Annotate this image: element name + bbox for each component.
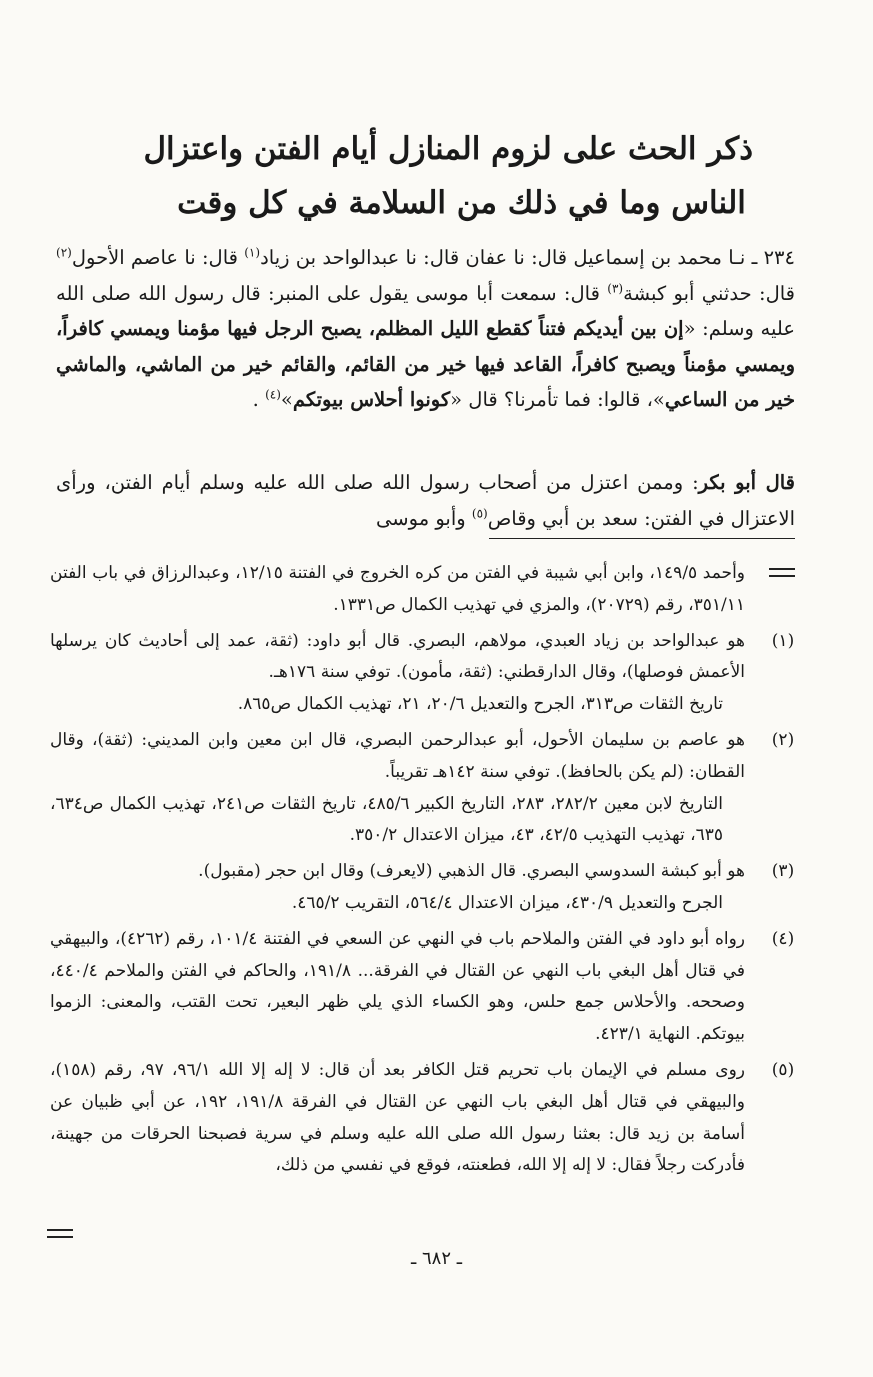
footnotes (50, 558, 803, 1186)
footnote-5 (50, 1055, 803, 1182)
footnote-text: رواه أبو داود في الفتن والملاحم باب في النهي عن السعي في الفتنة ١٠١/٤، رقم (٤٢٦٢)، والبيهقي في قتال أهل البغي باب النهي عن القتال في الفرقة... ١٩١/٨، والحاكم في الفتن والملاحم ٤٤٠/٤، وصححه. والأحلاس جمع حلس، وهو الكساء الذي يلي ظهر البعير، تحت القتب، والمعنى: الزموا بيوتكم. النهاية ٤٢٣/١. (50, 928, 746, 1045)
footnote-separator (489, 538, 795, 539)
footnote-text: هو عبدالواحد بن زياد العبدي، مولاهم، البصري. قال أبو داود: (ثقة، عمد إلى أحاديث كان يرسلها الأعمش فوصلها)، وقال الدارقطني: (ثقة، مأمون). توفي سنة ١٧٦هـ. (50, 630, 745, 683)
footnote-number: (١) (771, 630, 795, 651)
commentary-paragraph (56, 465, 795, 536)
hadith-text-bold: إن بين أيديكم فتناً كقطع الليل المظلم، يصبح الرجل فيها مؤمنا ويمسي كافراً، ويمسي مؤمناً ويصبح كافراً، القاعد فيها خير من القائم، والقائم خير من الماشي، والماشي خير من الساعي (56, 317, 795, 411)
footnote-sources: الجرح والتعديل ٤٣٠/٩، ميزان الاعتدال ٥٦٤/٤، التقريب ٤٦٥/٢. (291, 892, 723, 913)
footnote-number: (٢) (771, 729, 795, 750)
hadith-chain-7: . (252, 388, 266, 411)
chapter-title (143, 122, 753, 230)
hadith-chain-4: قال: سمعت أبا موسى يقول على المنبر: قال رسول الله صلى الله عليه وسلم: « (56, 281, 795, 340)
footnote-text: هو أبو كبشة السدوسي البصري. قال الذهبي (لايعرف) وقال ابن حجر (مقبول). (198, 861, 745, 882)
footnote-2 (50, 725, 803, 852)
hadith-paragraph (56, 240, 795, 418)
chapter-title-line-1: ذكر الحث على لزوم المنازل أيام الفتن واعتزال (143, 131, 753, 167)
hadith-chain-5: »، قالوا: فما تأمرنا؟ قال « (450, 388, 665, 411)
continuation-mark (47, 1229, 73, 1238)
chapter-title-line-2: الناس وما في ذلك من السلامة في كل وقت (177, 185, 746, 221)
footnote-ref-4: (٤) (265, 387, 281, 402)
footnote-carryover (50, 558, 803, 622)
hadith-chain: ٢٣٤ ـ نـا محمد بن إسماعيل قال: نا عفان قال: نا عبدالواحد بن زياد (260, 246, 795, 269)
hadith-chain-6: » (280, 388, 293, 411)
footnote-sources: التاريخ لابن معين ٢٨٢/٢، ٢٨٣، التاريخ الكبير ٤٨٥/٦، تاريخ الثقات ص٢٤١، تهذيب الكمال ص٦٣٤، ٦٣٥، تهذيب التهذيب ٤٢/٥، ٤٣، ميزان الاعتدال ٣٥٠/٢. (50, 793, 723, 846)
footnote-text: روى مسلم في الإيمان باب تحريم قتل الكافر بعد أن قال: لا إله إلا الله ٩٦/١، ٩٧، رقم (١٥٨)، والبيهقي في قتال أهل البغي باب النهي عن القتال في الفرقة ١٩١/٨، ١٩٢، عن أبي ظبيان عن أسامة بن زيد قال: بعثنا رسول الله صلى الله عليه وسلم في سرية فصبحنا الحرقات من جهينة، فأدركت رجلاً فقال: لا إله إلا الله، فطعنته، فوقع في نفسي من ذلك، (50, 1059, 746, 1176)
footnote-ref-1: (١) (244, 245, 261, 260)
footnote-carryover-text: وأحمد ١٤٩/٥، وابن أبي شيبة في الفتن من كره الخروج في الفتنة ١٢/١٥، وعبدالرزاق في باب الفتن ٣٥١/١١، رقم (٢٠٧٢٩)، والمزي في تهذيب الكمال ص١٣٣١. (50, 563, 746, 615)
footnote-text: هو عاصم بن سليمان الأحول، أبو عبدالرحمن البصري، قال ابن معين وابن المديني: (ثقة)، وقال القطان: (لم يكن بالحافظ). توفي سنة ١٤٢هـ تقريباً. (50, 729, 745, 782)
footnote-ref-5: (٥) (471, 506, 488, 520)
footnote-number: (٣) (771, 861, 795, 882)
page-number: ـ ٦٨٢ ـ (410, 1248, 462, 1269)
commentary-lead: قال أبو بكر (698, 471, 795, 494)
footnote-ref-2: (٢) (56, 245, 72, 260)
footnote-ref-3: (٣) (607, 281, 624, 295)
footnote-4 (50, 924, 803, 1051)
footnote-3 (50, 856, 803, 920)
hadith-chain-3: قال: حدثني أبو كبشة (623, 281, 795, 305)
hadith-text-bold-2: كونوا أحلاس بيوتكم (292, 388, 451, 411)
commentary-text-2: وأبو موسى (376, 506, 472, 530)
footnote-1 (50, 626, 803, 721)
carryover-mark (769, 568, 795, 577)
hadith-chain-2: قال: نا عاصم الأحول (71, 246, 245, 269)
footnote-number: (٤) (771, 928, 795, 949)
commentary-text: : وممن اعتزل من أصحاب رسول الله صلى الله عليه وسلم أيام الفتن، ورأى الاعتزال في الفتن: سعد بن أبي وقاص (56, 471, 795, 530)
footnote-sources: تاريخ الثقات ص٣١٣، الجرح والتعديل ٢٠/٦، ٢١، تهذيب الكمال ص٨٦٥. (237, 694, 723, 715)
footnote-number: (٥) (771, 1059, 795, 1080)
